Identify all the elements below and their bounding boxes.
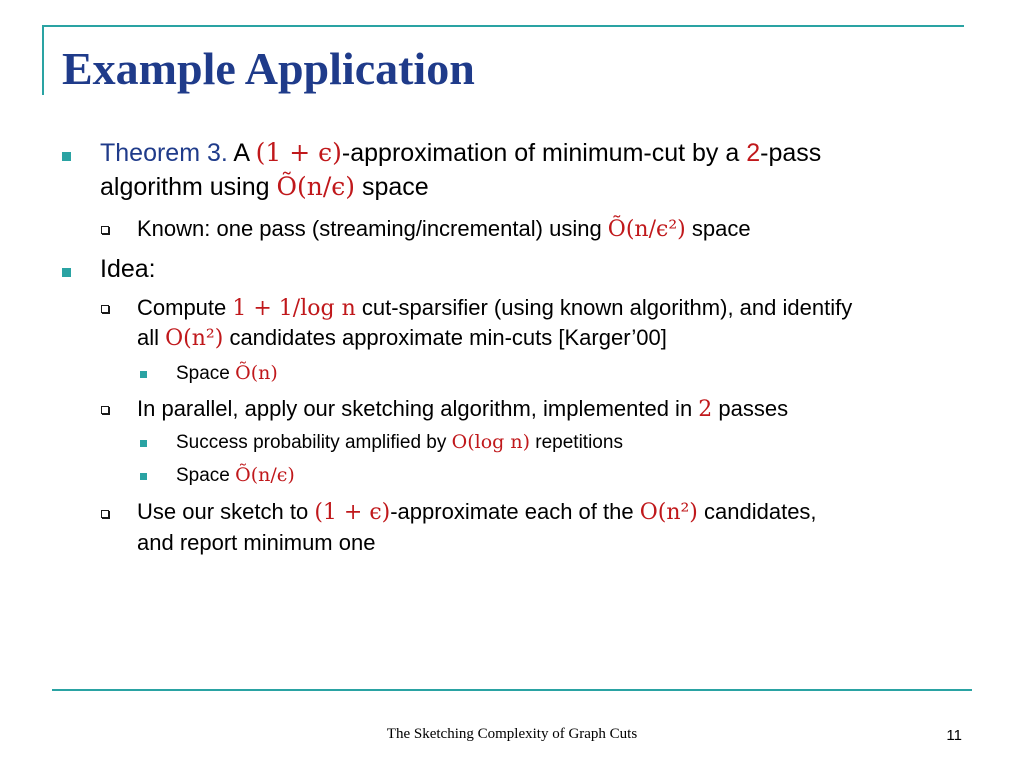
parallel-math: 2: [698, 397, 713, 422]
bullet-hollow-square-icon: [101, 406, 109, 414]
use-text-c: candidates,: [697, 499, 817, 524]
use-line-2: and report minimum one: [137, 530, 376, 555]
space2-line: [176, 464, 295, 487]
bullet-hollow-square-icon: [101, 305, 109, 313]
title-frame-top-rule: [42, 25, 964, 27]
bullet-square-icon: [140, 440, 147, 447]
bullet-square-icon: [62, 268, 71, 277]
space2-math: Õ(n/ϵ): [235, 464, 295, 486]
known-line: [137, 216, 751, 242]
success-math: O(log n): [451, 431, 530, 453]
compute-line-1: [137, 295, 852, 321]
bullet-hollow-square-icon: [101, 510, 109, 518]
success-line: [176, 431, 623, 454]
theorem-label: Theorem 3.: [100, 139, 228, 167]
parallel-line: [137, 396, 788, 422]
compute-line-2: [137, 325, 667, 351]
space1-line: [176, 362, 278, 385]
compute-math: 1 + 1/log n: [232, 296, 356, 321]
compute-text-b: cut-sparsifier (using known algorithm), and identify: [355, 295, 853, 320]
bullet-square-icon: [62, 152, 71, 161]
theorem-text-d: algorithm using: [100, 173, 277, 201]
bullet-hollow-square-icon: [101, 226, 109, 234]
slide-title: Example Application: [62, 43, 475, 94]
success-text-b: repetitions: [530, 432, 623, 453]
use-math-2: O(n²): [639, 500, 698, 525]
known-tail: space: [685, 216, 751, 241]
space2-label: Space: [176, 465, 236, 486]
use-text-b: -approximate each of the: [390, 499, 640, 524]
title-frame-left-rule: [42, 25, 44, 95]
theorem-text-e: space: [355, 173, 429, 201]
space1-math: Õ(n): [235, 362, 278, 384]
use-math: (1 + ϵ): [314, 500, 391, 525]
footer-rule: [52, 689, 972, 691]
use-text-a: Use our sketch to: [137, 499, 315, 524]
known-math: Õ(n/ϵ²): [607, 217, 686, 242]
theorem-math-space: Õ(n/ϵ): [276, 172, 356, 201]
page-number: 11: [946, 727, 962, 744]
theorem-line-2: [100, 172, 429, 202]
use-line-1: [137, 499, 817, 525]
known-text: Known: one pass (streaming/incremental) using: [137, 216, 608, 241]
theorem-text-a: A: [227, 139, 256, 167]
theorem-math-approx: (1 + ϵ): [255, 138, 342, 167]
parallel-text-b: passes: [712, 396, 789, 421]
bullet-square-icon: [140, 473, 147, 480]
theorem-text-c: -pass: [760, 139, 822, 167]
compute-text-d: candidates approximate min-cuts [Karger’00]: [223, 325, 667, 350]
bullet-square-icon: [140, 371, 147, 378]
compute-text-c: all: [137, 325, 166, 350]
idea-label: Idea:: [100, 255, 156, 283]
theorem-line-1: [100, 138, 821, 168]
parallel-text-a: In parallel, apply our sketching algorithm, implemented in: [137, 396, 699, 421]
success-text-a: Success probability amplified by: [176, 432, 452, 453]
footer-text: The Sketching Complexity of Graph Cuts: [386, 726, 638, 742]
compute-text-a: Compute: [137, 295, 233, 320]
space1-label: Space: [176, 363, 236, 384]
theorem-text-b: -approximation of minimum-cut by a: [341, 139, 747, 167]
theorem-passes: 2: [746, 139, 761, 167]
compute-math-2: O(n²): [165, 326, 224, 351]
